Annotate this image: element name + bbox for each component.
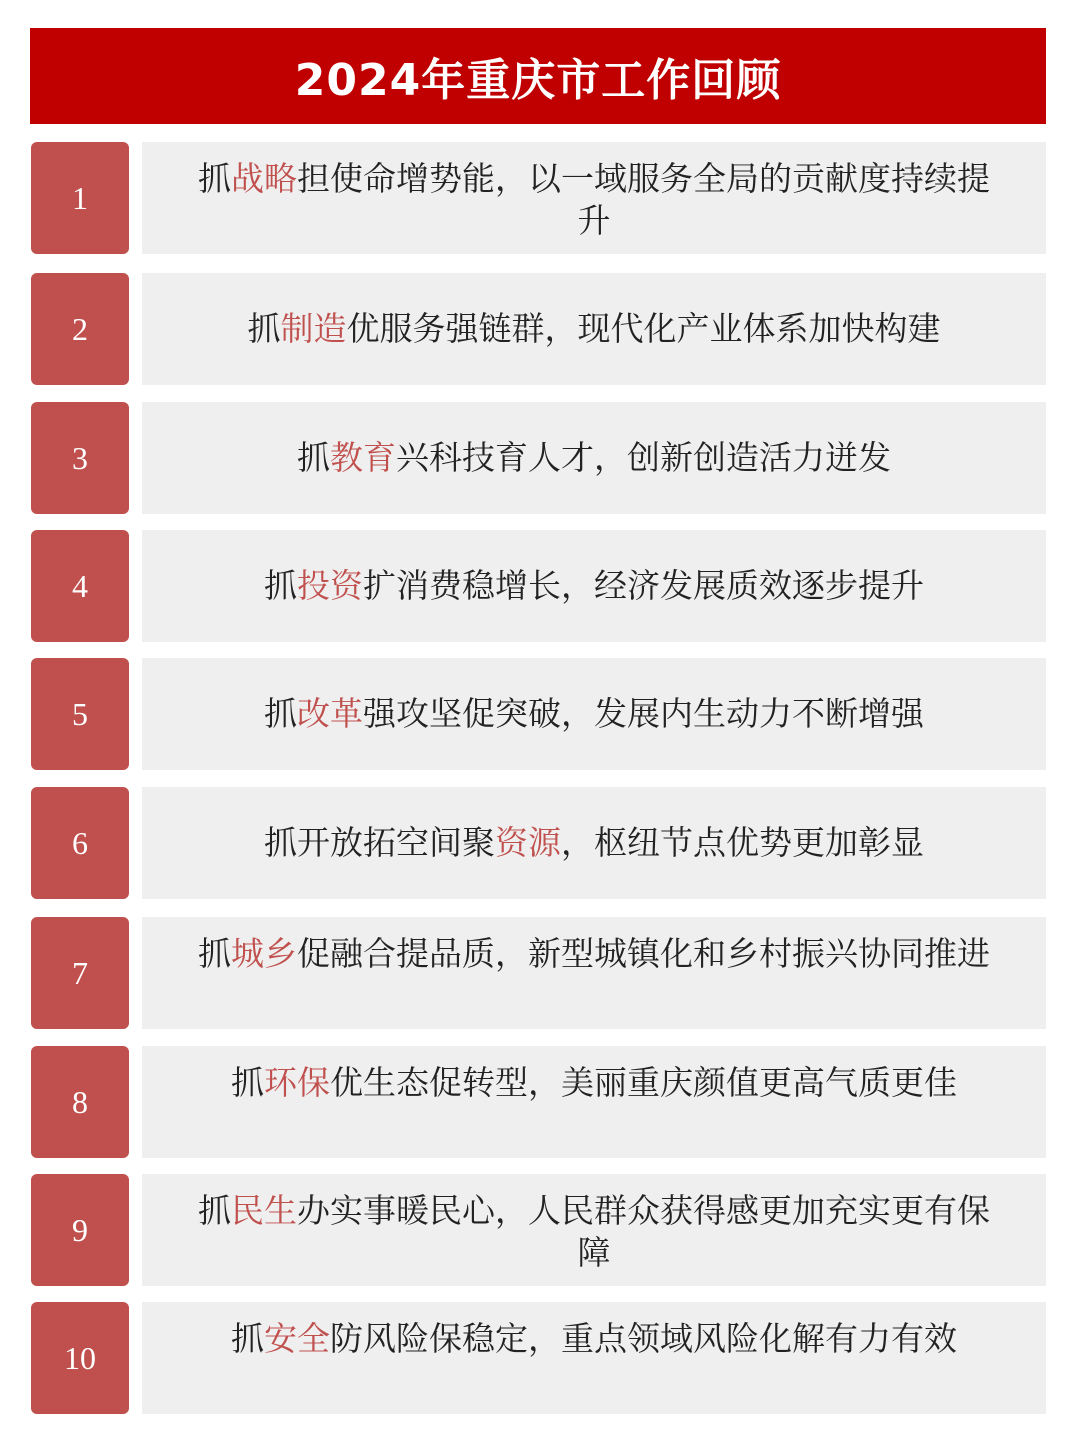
item-highlight: 城乡	[231, 934, 297, 973]
item-text-box	[142, 658, 1046, 770]
item-number: 1	[31, 142, 129, 254]
item-number: 7	[31, 917, 129, 1029]
item-text-box	[142, 402, 1046, 514]
item-text: 抓制造优服务强链群，现代化产业体系加快构建	[247, 309, 941, 348]
item-number: 9	[31, 1174, 129, 1286]
item-text: 抓民生办实事暖民心，人民群众获得感更加充实更有保障	[198, 1191, 990, 1272]
item-highlight: 资源	[495, 823, 561, 862]
item-highlight: 教育	[330, 438, 396, 477]
item-number: 10	[31, 1302, 129, 1414]
item-text-box	[142, 273, 1046, 385]
item-number: 4	[31, 530, 129, 642]
item-text-box	[142, 787, 1046, 899]
page-title: 2024年重庆市工作回顾	[294, 55, 782, 106]
item-highlight: 投资	[297, 566, 363, 605]
list-item	[0, 273, 1080, 385]
list-item	[0, 917, 1080, 1029]
item-text-box	[142, 917, 1046, 1029]
item-text: 抓开放拓空间聚资源，枢纽节点优势更加彰显	[264, 823, 924, 862]
item-text: 抓城乡促融合提品质，新型城镇化和乡村振兴协同推进	[198, 934, 990, 973]
item-highlight: 安全	[264, 1319, 330, 1358]
item-text: 抓改革强攻坚促突破，发展内生动力不断增强	[264, 694, 924, 733]
item-text-box	[142, 530, 1046, 642]
item-text-box	[142, 1046, 1046, 1158]
item-text: 抓投资扩消费稳增长，经济发展质效逐步提升	[264, 566, 924, 605]
item-number: 8	[31, 1046, 129, 1158]
item-text-box	[142, 1174, 1046, 1286]
item-highlight: 民生	[231, 1191, 297, 1230]
list-item	[0, 402, 1080, 514]
list-item	[0, 1174, 1080, 1286]
title-banner	[30, 28, 1046, 124]
item-text: 抓教育兴科技育人才，创新创造活力迸发	[297, 438, 891, 477]
list-item	[0, 1302, 1080, 1414]
list-item	[0, 658, 1080, 770]
item-highlight: 制造	[280, 309, 347, 348]
list-item	[0, 530, 1080, 642]
list-item	[0, 787, 1080, 899]
item-highlight: 战略	[231, 159, 297, 198]
item-highlight: 改革	[297, 694, 363, 733]
item-number: 6	[31, 787, 129, 899]
list-item	[0, 142, 1080, 254]
item-text: 抓环保优生态促转型，美丽重庆颜值更高气质更佳	[231, 1063, 957, 1102]
list-item	[0, 1046, 1080, 1158]
item-text: 抓安全防风险保稳定，重点领域风险化解有力有效	[231, 1319, 957, 1358]
item-text-box	[142, 1302, 1046, 1414]
item-number: 2	[31, 273, 129, 385]
item-number: 3	[31, 402, 129, 514]
item-highlight: 环保	[264, 1063, 330, 1102]
item-text: 抓战略担使命增势能，以一域服务全局的贡献度持续提升	[198, 159, 990, 240]
item-number: 5	[31, 658, 129, 770]
item-text-box	[142, 142, 1046, 254]
